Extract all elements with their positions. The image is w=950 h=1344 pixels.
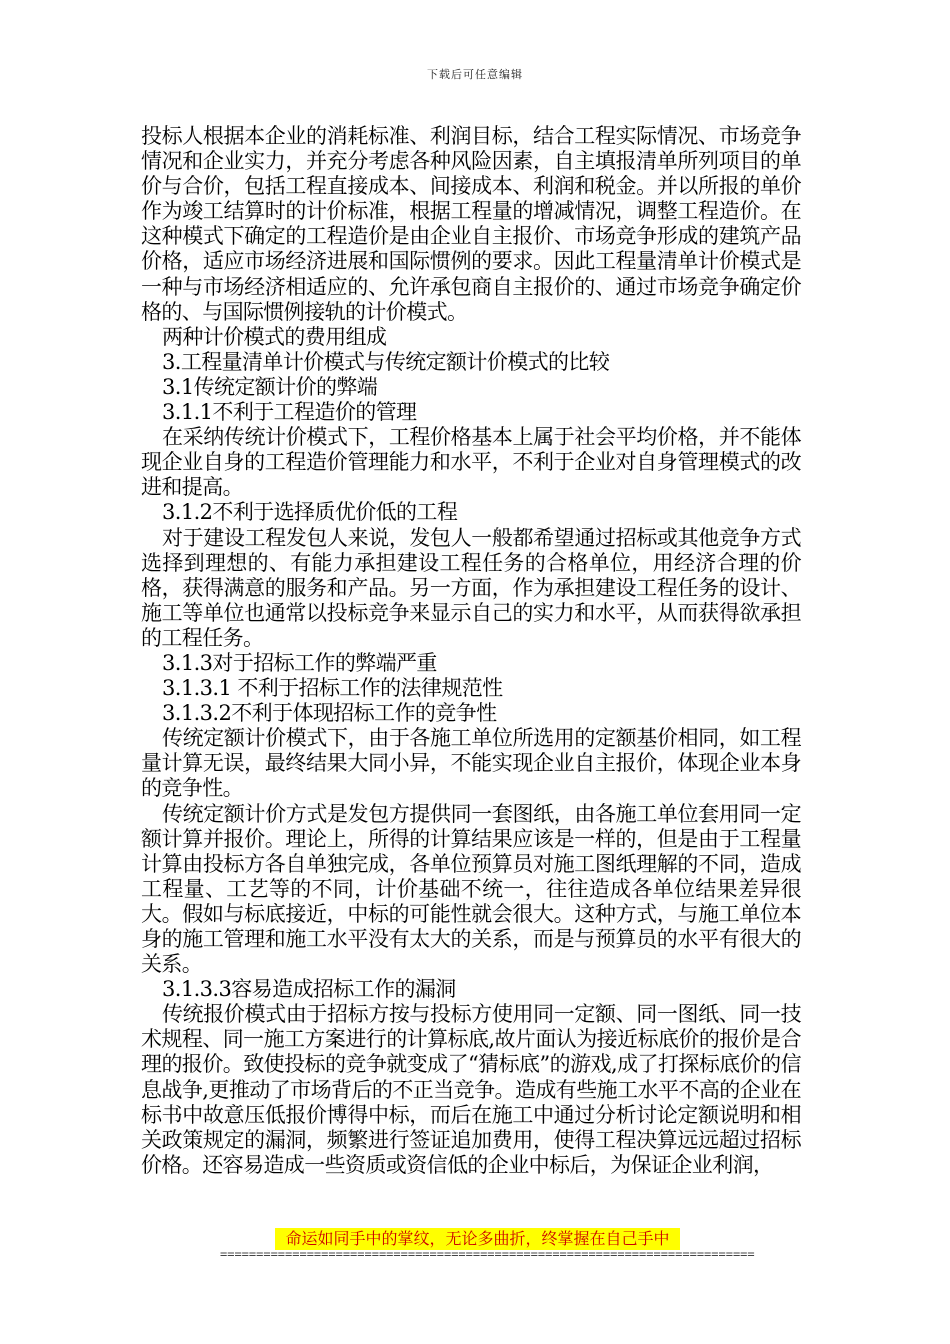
paragraph: 在采纳传统计价模式下，工程价格基本上属于社会平均价格，并不能体现企业自身的工程造价管理能力和水平，不利于企业对自身管理模式的改进和提高。 [141, 425, 801, 500]
paragraph: 传统报价模式由于招标方按与投标方使用同一定额、同一图纸、同一技术规程、同一施工方案进行的计算标底,故片面认为接近标底价的报价是合理的报价。致使投标的竞争就变成了“猜标底”的游戏,成了打探标底价的信息战争,更推动了市场背后的不正当竞争。造成有些施工水平不高的企业在标书中故意压低报价博得中标，而后在施工中通过分析讨论定额说明和相关政策规定的漏洞，频繁进行签证追加费用，使得工程决算远远超过招标价格。还容易造成一些资质或资信低的企业中标后，为保证企业利润， [141, 1002, 801, 1177]
paragraph: 3.工程量清单计价模式与传统定额计价模式的比较 [162, 349, 610, 374]
paragraph: 对于建设工程发包人来说，发包人一般都希望通过招标或其他竞争方式选择到理想的、有能力承担建设工程任务的合格单位，用经济合理的价格，获得满意的服务和产品。另一方面，作为承担建设工程任务的设计、施工等单位也通常以投标竞争来显示自己的实力和水平，从而获得欲承担的工程任务。 [141, 525, 801, 650]
paragraph: 3.1.3.1 不利于招标工作的法律规范性 [162, 676, 503, 701]
paragraph: 3.1.3.3容易造成招标工作的漏洞 [162, 977, 456, 1002]
document-body [141, 124, 801, 1178]
paragraph: 投标人根据本企业的消耗标准、利润目标，结合工程实际情况、市场竞争情况和企业实力，并充分考虑各种风险因素，自主填报清单所列项目的单价与合价，包括工程直接成本、间接成本、利润和税金。并以所报的单价作为竣工结算时的计价标准，根据工程量的增减情况，调整工程造价。在这种模式下确定的工程造价是由企业自主报价、市场竞争形成的建筑产品价格，适应市场经济进展和国际惯例的要求。因此工程量清单计价模式是一种与市场经济相适应的、允许承包商自主报价的、通过市场竞争确定价格的、与国际惯例接轨的计价模式。 [141, 124, 801, 324]
paragraph: 传统定额计价方式是发包方提供同一套图纸，由各施工单位套用同一定额计算并报价。理论上，所得的计算结果应该是一样的，但是由于工程量计算由投标方各自单独完成，各单位预算员对施工图纸理解的不同，造成工程量、工艺等的不同，计价基础不统一，往往造成各单位结果差异很大。假如与标底接近，中标的可能性就会很大。这种方式，与施工单位本身的施工管理和施工水平没有太大的关系，而是与预算员的水平有很大的关系。 [141, 801, 801, 977]
paragraph: 3.1.1不利于工程造价的管理 [162, 400, 417, 425]
footer-rule: ========================================================================== [220, 1247, 755, 1261]
paragraph: 两种计价模式的费用组成 [162, 324, 387, 349]
paragraph: 3.1传统定额计价的弊端 [162, 374, 378, 399]
paragraph: 3.1.2不利于选择质优价低的工程 [162, 500, 458, 525]
page-header-note: 下载后可任意编辑 [427, 68, 523, 81]
paragraph: 传统定额计价模式下，由于各施工单位所选用的定额基价相同，如工程量计算无误，最终结果大同小异，不能实现企业自主报价，体现企业本身的竞争性。 [141, 726, 801, 801]
paragraph: 3.1.3.2不利于体现招标工作的竞争性 [162, 701, 497, 726]
paragraph: 3.1.3对于招标工作的弊端严重 [162, 650, 437, 675]
footer-banner: 命运如同手中的掌纹，无论多曲折，终掌握在自己手中 [275, 1228, 680, 1250]
